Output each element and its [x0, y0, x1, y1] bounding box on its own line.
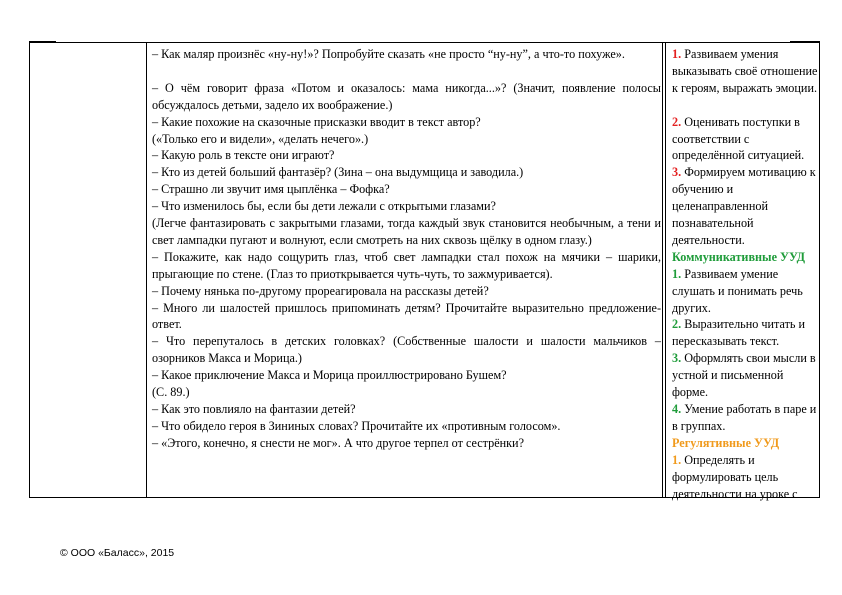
dialogue-line: – Что обидело героя в Зининых словах? Прочитайте их «противным голосом».: [152, 418, 561, 433]
skills-text: [672, 46, 818, 502]
dialogue-line: – Какие похожие на сказочные присказки вводит в текст автор?: [152, 114, 481, 129]
skill-text: Умение работать в паре и в группах.: [672, 402, 817, 433]
skill-item: [672, 316, 818, 350]
skill-item: [672, 114, 818, 165]
skill-text: Развиваем умение слушать и понимать речь других.: [672, 266, 803, 315]
skill-item: [672, 452, 818, 503]
dialogue-line: – «Этого, конечно, я снести не мог». А что другое терпел от сестрёнки?: [152, 435, 524, 450]
skill-item: [672, 401, 818, 435]
dialogue-line: (С. 89.): [152, 385, 190, 400]
skill-number: 1.: [672, 452, 682, 467]
dialogue-line: (Легче фантазировать с закрытыми глазами, тогда каждый звук становится необычным, а тени и свет лампадки пугают и волнуют, если смотреть на них сквозь щёлку в одном глазу.): [152, 216, 661, 247]
dialogue-line: – Покажите, как надо сощурить глаз, чтоб свет лампадки стал похож на мячики – шарики, прыгающие по стене. (Глаз то приоткрывается чуть-чуть, то зажмуривается).: [152, 249, 661, 281]
skill-number: 3.: [672, 351, 682, 366]
skill-text: Выразительно читать и пересказывать текст.: [672, 317, 806, 349]
dialogue-line: – Что изменилось бы, если бы дети лежали с открытыми глазами?: [152, 199, 496, 214]
skill-number: 1.: [672, 47, 682, 61]
dialogue-line: – Много ли шалостей пришлось припоминать детям? Прочитайте выразительно предложение-ответ.: [152, 300, 661, 332]
stage-column: [29, 43, 146, 497]
dialogue-line: – Почему нянька по-другому прореагировала на рассказы детей?: [152, 283, 489, 298]
dialogue-line: – Какое приключение Макса и Морица проиллюстрировано Бушем?: [152, 368, 507, 383]
skill-text: Формируем мотивацию к обучению и целенаправленной познавательной деятельности.: [672, 165, 816, 247]
skill-item: [672, 266, 818, 317]
skill-text: Развиваем умения выказывать своё отношение к героям, выражать эмоции.: [672, 47, 818, 95]
dialogue-line: – Как маляр произнёс «ну-ну!»? Попробуйте сказать «не просто “ну-ну”, а что-то похуже».: [152, 47, 625, 61]
skill-number: 1.: [672, 266, 682, 281]
dialogue-gap: [152, 63, 661, 80]
skill-number: 2.: [672, 317, 682, 332]
copyright-footer: © ООО «Баласс», 2015: [60, 547, 175, 559]
dialogue-line: – Какую роль в тексте они играют?: [152, 148, 335, 163]
skill-number: 3.: [672, 165, 682, 180]
regulative-header: Регулятивные УУД: [672, 435, 780, 450]
communicative-header: Коммуникативные УУД: [672, 249, 806, 264]
dialogue-line: – Как это повлияло на фантазии детей?: [152, 402, 356, 417]
skill-number: 2.: [672, 114, 682, 129]
skill-number: 4.: [672, 402, 682, 417]
skill-text: Оценивать поступки в соответствии с определённой ситуацией.: [672, 114, 805, 163]
dialogue-line: – Что перепуталось в детских головках? (Собственные шалости и шалости мальчиков – озорников Макса и Морица.): [152, 334, 661, 366]
dialogue-line: – Кто из детей больший фантазёр? (Зина – она выдумщица и заводила.): [152, 165, 524, 180]
skill-item: [672, 164, 818, 249]
lesson-table: [29, 42, 820, 501]
dialogue-column: [146, 43, 665, 497]
dialogue-line: («Только его и видели», «делать нечего».): [152, 131, 369, 146]
skill-item: [672, 46, 818, 97]
skill-text: Оформлять свои мысли в устной и письменной форме.: [672, 351, 816, 400]
skill-item: [672, 350, 818, 401]
skills-gap: [672, 97, 818, 114]
dialogue-line: – О чём говорит фраза «Потом и оказалось: мама никогда...»? (Значит, появление полосы обсуждалось детьми, задело их воображение.): [152, 80, 661, 112]
skill-text: Определять и формулировать цель деятельности на уроке с: [672, 452, 798, 501]
dialogue-line: – Страшно ли звучит имя цыплёнка – Фофка?: [152, 182, 390, 197]
skills-column: [665, 43, 820, 501]
dialogue-text: [152, 46, 661, 452]
